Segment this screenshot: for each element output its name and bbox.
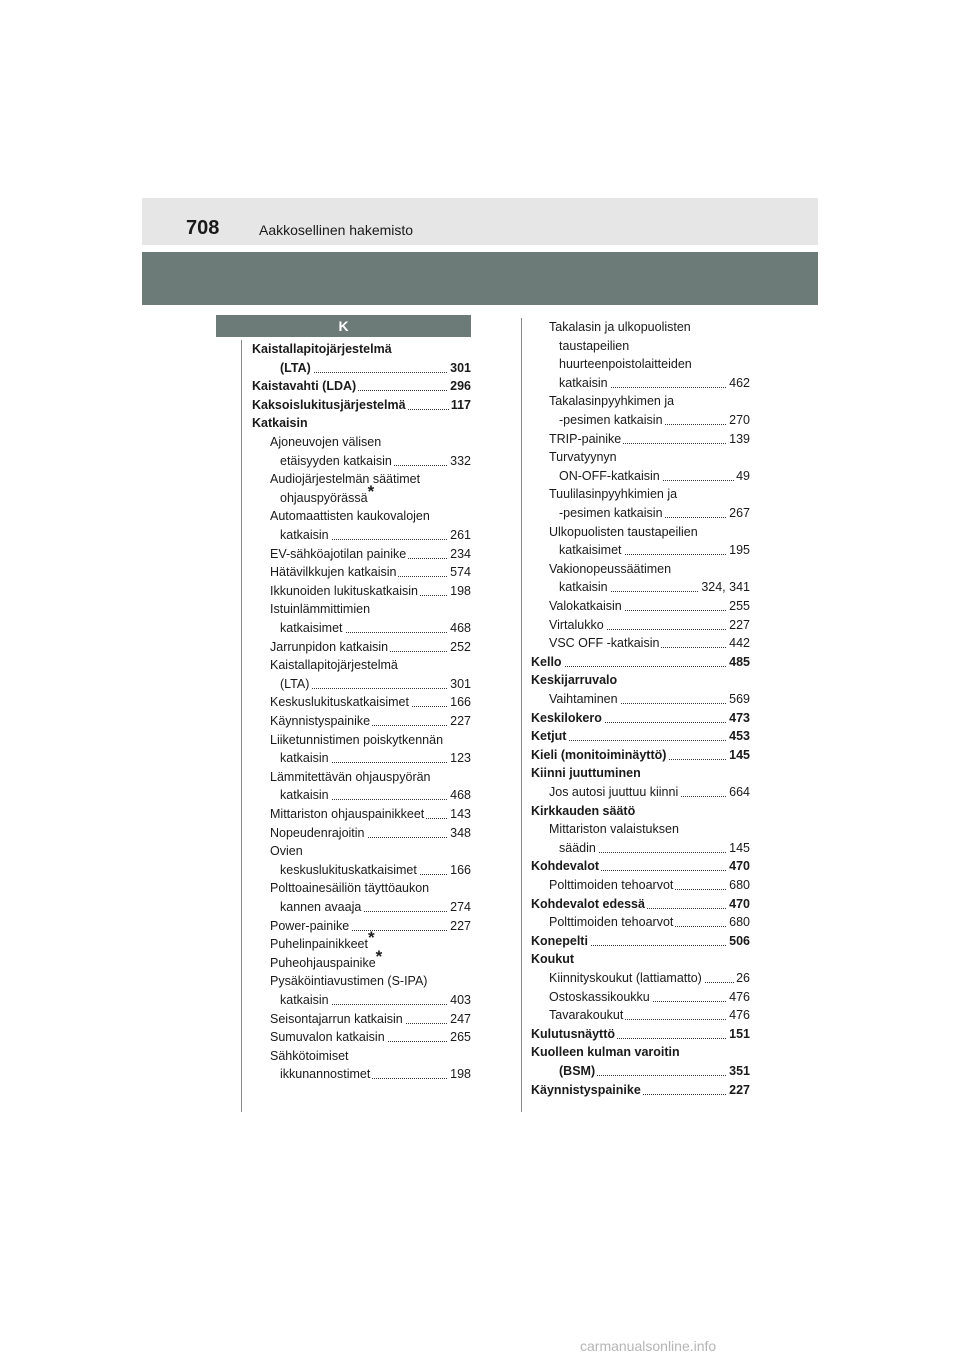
index-entry bbox=[531, 932, 750, 950]
entry-text: keskuslukituskatkaisimet bbox=[280, 862, 417, 877]
entry-page-number: 476 bbox=[729, 989, 750, 1004]
index-entry bbox=[270, 731, 471, 749]
entry-text: (LTA) bbox=[280, 676, 310, 691]
index-entry bbox=[280, 526, 471, 544]
index-entry bbox=[549, 485, 750, 503]
index-entry bbox=[280, 619, 471, 637]
entry-text: Keskuslukituskatkaisimet bbox=[270, 695, 409, 710]
index-entry bbox=[270, 433, 471, 451]
entry-text: Istuinlämmittimien bbox=[270, 602, 371, 617]
entry-page-number: 227 bbox=[729, 617, 750, 632]
index-entry bbox=[270, 768, 471, 786]
entry-text: TRIP-painike bbox=[549, 431, 622, 446]
entry-text: VSC OFF -katkaisin bbox=[549, 636, 660, 651]
index-entry bbox=[559, 541, 750, 559]
entry-text: Polttimoiden tehoarvot bbox=[549, 915, 674, 930]
entry-text: Mittariston valaistuksen bbox=[549, 822, 679, 837]
index-entry bbox=[531, 653, 750, 671]
index-entry bbox=[549, 318, 750, 336]
entry-text: Käynnistyspainike bbox=[531, 1082, 641, 1097]
entry-page-number: 301 bbox=[450, 360, 471, 375]
index-entry bbox=[531, 802, 750, 820]
index-entry bbox=[549, 988, 750, 1006]
entry-page-number: 442 bbox=[729, 636, 750, 651]
index-entry bbox=[549, 392, 750, 410]
entry-page-number: 324, 341 bbox=[701, 580, 750, 595]
entry-text: Nopeudenrajoitin bbox=[270, 825, 365, 840]
entry-text: Sumuvalon katkaisin bbox=[270, 1030, 385, 1045]
entry-page-number: 49 bbox=[736, 468, 750, 483]
entry-page-number: 332 bbox=[450, 453, 471, 468]
entry-text: Käynnistyspainike bbox=[270, 714, 371, 728]
footnote-star: * bbox=[368, 928, 375, 948]
index-entry bbox=[270, 879, 471, 897]
index-entry bbox=[559, 374, 750, 392]
index-entry bbox=[559, 1062, 750, 1080]
entry-text: Vaihtaminen bbox=[549, 692, 618, 706]
index-entry bbox=[252, 377, 471, 395]
entry-page-number: 227 bbox=[450, 918, 471, 933]
entry-page-number: 680 bbox=[729, 878, 750, 892]
entry-text: Ostoskassikoukku bbox=[549, 989, 650, 1004]
left-column-rule bbox=[241, 340, 242, 1112]
index-entry bbox=[549, 876, 750, 894]
index-entry bbox=[559, 839, 750, 857]
entry-text: katkaisin bbox=[280, 751, 329, 766]
entry-text: (LTA) bbox=[280, 360, 311, 375]
entry-text: Kaistallapitojärjestelmä bbox=[270, 658, 398, 673]
index-entry bbox=[270, 1010, 471, 1028]
index-entry bbox=[270, 972, 471, 990]
entry-text: Koukut bbox=[531, 952, 575, 967]
entry-page-number: 574 bbox=[450, 565, 471, 580]
entry-text: Ikkunoiden lukituskatkaisin bbox=[270, 583, 418, 598]
entry-page-number: 247 bbox=[450, 1011, 471, 1026]
entry-text: Polttoainesäiliön täyttöaukon bbox=[270, 881, 430, 896]
entry-text: Sähkötoimiset bbox=[270, 1048, 349, 1063]
index-entry bbox=[252, 396, 471, 414]
entry-page-number: 252 bbox=[450, 639, 471, 654]
index-entry bbox=[270, 545, 471, 563]
entry-page-number: 117 bbox=[450, 397, 471, 412]
entry-page-number: 145 bbox=[729, 840, 750, 855]
watermark: carmanualsonline.info bbox=[580, 1338, 717, 1354]
index-entry bbox=[549, 690, 750, 708]
entry-page-number: 468 bbox=[450, 621, 471, 635]
index-entry bbox=[270, 563, 471, 581]
entry-page-number: 270 bbox=[729, 413, 750, 427]
index-entry bbox=[252, 414, 471, 432]
entry-text: Takalasin ja ulkopuolisten bbox=[549, 320, 691, 334]
entry-page-number: 462 bbox=[729, 375, 750, 390]
entry-text: Puhelinpainikkeet* bbox=[270, 928, 375, 952]
entry-text: Ulkopuolisten taustapeilien bbox=[549, 524, 698, 539]
entry-text: Valokatkaisin bbox=[549, 599, 622, 613]
entry-page-number: 476 bbox=[729, 1008, 750, 1023]
entry-page-number: 195 bbox=[729, 543, 750, 558]
index-entry bbox=[549, 597, 750, 615]
entry-page-number: 664 bbox=[729, 785, 750, 799]
entry-text: Jarrunpidon katkaisin bbox=[270, 639, 389, 654]
entry-text: (BSM) bbox=[559, 1064, 596, 1078]
index-entry bbox=[270, 507, 471, 525]
entry-page-number: 198 bbox=[450, 583, 471, 598]
entry-page-number: 145 bbox=[729, 747, 750, 762]
entry-text: Katkaisin bbox=[252, 416, 308, 431]
index-entry bbox=[270, 693, 471, 711]
entry-page-number: 274 bbox=[450, 900, 471, 914]
page-number: 708 bbox=[186, 217, 220, 239]
entry-page-number: 351 bbox=[729, 1064, 750, 1078]
index-entry bbox=[549, 969, 750, 987]
index-entry bbox=[270, 928, 471, 953]
entry-text: Kello bbox=[531, 654, 562, 669]
index-entry bbox=[549, 783, 750, 801]
entry-text: Kiinni juuttuminen bbox=[531, 766, 641, 781]
index-entry bbox=[280, 481, 471, 507]
index-entry bbox=[270, 824, 471, 842]
index-entry bbox=[270, 712, 471, 730]
index-entry bbox=[270, 946, 471, 972]
index-entry bbox=[280, 359, 471, 377]
entry-page-number: 470 bbox=[729, 859, 750, 874]
entry-text: katkaisin bbox=[280, 528, 329, 542]
entry-text: ikkunannostimet bbox=[280, 1067, 371, 1082]
entry-text: Takalasinpyyhkimen ja bbox=[549, 394, 675, 409]
entry-text: Kohdevalot edessä bbox=[531, 896, 645, 911]
entry-page-number: 166 bbox=[450, 695, 471, 710]
entry-text: Kiinnityskoukut (lattiamatto) bbox=[549, 971, 702, 985]
entry-page-number: 680 bbox=[729, 915, 750, 930]
entry-text: Liiketunnistimen poiskytkennän bbox=[270, 732, 444, 747]
index-entry bbox=[531, 746, 750, 764]
footnote-star: * bbox=[375, 946, 383, 966]
index-entry bbox=[559, 337, 750, 355]
index-entry bbox=[270, 656, 471, 674]
entry-text: Turvatyynyn bbox=[549, 450, 617, 465]
index-entry bbox=[559, 578, 750, 596]
entry-text: Ketjut bbox=[531, 729, 567, 744]
entry-page-number: 261 bbox=[450, 528, 471, 542]
entry-text: Kohdevalot bbox=[531, 859, 600, 874]
entry-text: katkaisin bbox=[280, 993, 329, 1007]
entry-page-number: 403 bbox=[450, 993, 471, 1007]
entry-text: Kaistallapitojärjestelmä bbox=[252, 342, 392, 356]
entry-page-number: 227 bbox=[450, 714, 471, 728]
index-entry bbox=[559, 411, 750, 429]
index-entry bbox=[531, 764, 750, 782]
entry-text: Kaistavahti (LDA) bbox=[252, 379, 357, 394]
entry-text: EV-sähköajotilan painike bbox=[270, 546, 407, 561]
index-entry bbox=[531, 709, 750, 727]
index-entry bbox=[531, 950, 750, 968]
index-entry bbox=[270, 582, 471, 600]
index-entry bbox=[559, 504, 750, 522]
entry-text: Kaksoislukitusjärjestelmä bbox=[252, 397, 406, 412]
index-entry bbox=[280, 1065, 471, 1083]
index-entry bbox=[270, 638, 471, 656]
entry-text: Vakionopeussäätimen bbox=[549, 561, 672, 576]
entry-text: katkaisimet bbox=[559, 543, 622, 558]
entry-text: huurteenpoistolaitteiden bbox=[559, 357, 692, 372]
entry-page-number: 473 bbox=[729, 710, 750, 725]
entry-text: Seisontajarrun katkaisin bbox=[270, 1011, 403, 1026]
index-entry bbox=[270, 1047, 471, 1065]
index-entry bbox=[270, 1028, 471, 1046]
entry-text: katkaisin bbox=[559, 580, 608, 595]
right-column-rule bbox=[521, 318, 522, 1112]
entry-text: Keskijarruvalo bbox=[531, 673, 618, 688]
entry-page-number: 166 bbox=[450, 862, 471, 877]
entry-text: katkaisin bbox=[280, 788, 329, 803]
entry-page-number: 506 bbox=[729, 933, 750, 948]
index-entry bbox=[280, 675, 471, 693]
entry-page-number: 26 bbox=[736, 971, 750, 985]
entry-text: Tavarakoukut bbox=[549, 1008, 624, 1023]
entry-page-number: 143 bbox=[450, 807, 471, 821]
entry-page-number: 234 bbox=[450, 546, 471, 561]
entry-text: katkaisimet bbox=[280, 621, 343, 635]
entry-text: Polttimoiden tehoarvot bbox=[549, 878, 674, 892]
entry-text: Mittariston ohjauspainikkeet bbox=[270, 807, 425, 821]
entry-text: -pesimen katkaisin bbox=[559, 506, 663, 520]
dot-leader bbox=[531, 666, 750, 667]
index-entry bbox=[559, 355, 750, 373]
index-entry bbox=[549, 1006, 750, 1024]
index-entry bbox=[549, 820, 750, 838]
index-entry bbox=[549, 430, 750, 448]
header-band bbox=[142, 252, 818, 305]
entry-text: Power-painike bbox=[270, 918, 350, 933]
entry-text: Pysäköintiavustimen (S-IPA) bbox=[270, 974, 428, 989]
index-entry bbox=[280, 898, 471, 916]
index-entry bbox=[549, 448, 750, 466]
page-header bbox=[142, 198, 818, 245]
index-entry bbox=[531, 671, 750, 689]
entry-text: taustapeilien bbox=[559, 338, 630, 353]
entry-page-number: 265 bbox=[450, 1030, 471, 1045]
index-entry bbox=[531, 1025, 750, 1043]
entry-text: Kirkkauden säätö bbox=[531, 803, 636, 818]
index-entry bbox=[280, 786, 471, 804]
index-entry bbox=[531, 1043, 750, 1061]
entry-page-number: 296 bbox=[450, 379, 471, 394]
entry-text: Virtalukko bbox=[549, 617, 604, 632]
index-entry bbox=[270, 805, 471, 823]
index-entry bbox=[531, 857, 750, 875]
entry-text: -pesimen katkaisin bbox=[559, 413, 663, 427]
entry-page-number: 453 bbox=[729, 729, 750, 744]
entry-page-number: 139 bbox=[729, 431, 750, 446]
index-entry bbox=[531, 1081, 750, 1099]
index-entry bbox=[280, 991, 471, 1009]
entry-page-number: 348 bbox=[450, 825, 471, 840]
index-entry bbox=[549, 523, 750, 541]
index-entry bbox=[280, 452, 471, 470]
entry-text: Konepelti bbox=[531, 933, 588, 948]
entry-text: ohjauspyörässä* bbox=[280, 481, 375, 505]
entry-page-number: 485 bbox=[729, 654, 750, 669]
entry-page-number: 301 bbox=[450, 676, 471, 691]
entry-page-number: 123 bbox=[450, 751, 471, 766]
entry-text: Ovien bbox=[270, 844, 303, 859]
section-title: Aakkosellinen hakemisto bbox=[259, 222, 414, 238]
index-entry bbox=[280, 749, 471, 767]
index-entry bbox=[549, 616, 750, 634]
entry-text: Audiojärjestelmän säätimet bbox=[270, 472, 421, 487]
entry-text: Kulutusnäyttö bbox=[531, 1026, 616, 1041]
index-entry bbox=[549, 913, 750, 931]
entry-text: Ajoneuvojen välisen bbox=[270, 435, 382, 449]
entry-text: säädin bbox=[559, 840, 596, 855]
entry-text: Kuolleen kulman varoitin bbox=[531, 1045, 680, 1060]
index-entry bbox=[270, 842, 471, 860]
entry-text: ON-OFF-katkaisin bbox=[559, 468, 660, 483]
entry-page-number: 151 bbox=[729, 1026, 750, 1041]
letter-heading: K bbox=[216, 315, 471, 337]
entry-page-number: 470 bbox=[729, 896, 750, 911]
entry-text: Puheohjauspainike* bbox=[270, 946, 383, 970]
entry-page-number: 198 bbox=[450, 1067, 471, 1082]
index-entry bbox=[252, 340, 471, 358]
entry-text: Kieli (monitoiminäyttö) bbox=[531, 747, 667, 762]
index-entry bbox=[531, 895, 750, 913]
entry-page-number: 569 bbox=[729, 692, 750, 706]
index-entry bbox=[531, 727, 750, 745]
entry-text: Tuulilasinpyyhkimien ja bbox=[549, 487, 678, 502]
entry-page-number: 267 bbox=[729, 506, 750, 520]
index-entry bbox=[549, 560, 750, 578]
entry-page-number: 227 bbox=[729, 1082, 750, 1097]
entry-text: katkaisin bbox=[559, 375, 608, 390]
entry-text: Hätävilkkujen katkaisin bbox=[270, 565, 397, 580]
index-entry bbox=[280, 861, 471, 879]
entry-page-number: 255 bbox=[729, 599, 750, 613]
entry-page-number: 468 bbox=[450, 788, 471, 803]
index-entry bbox=[559, 467, 750, 485]
entry-text: Jos autosi juuttuu kiinni bbox=[549, 785, 679, 799]
entry-text: etäisyyden katkaisin bbox=[280, 453, 392, 468]
index-entry bbox=[549, 634, 750, 652]
entry-text: Keskilokero bbox=[531, 710, 602, 725]
entry-text: kannen avaaja bbox=[280, 900, 362, 914]
entry-text: Lämmitettävän ohjauspyörän bbox=[270, 769, 431, 784]
footnote-star: * bbox=[367, 481, 375, 501]
entry-text: Automaattisten kaukovalojen bbox=[270, 509, 430, 524]
index-entry bbox=[270, 600, 471, 618]
